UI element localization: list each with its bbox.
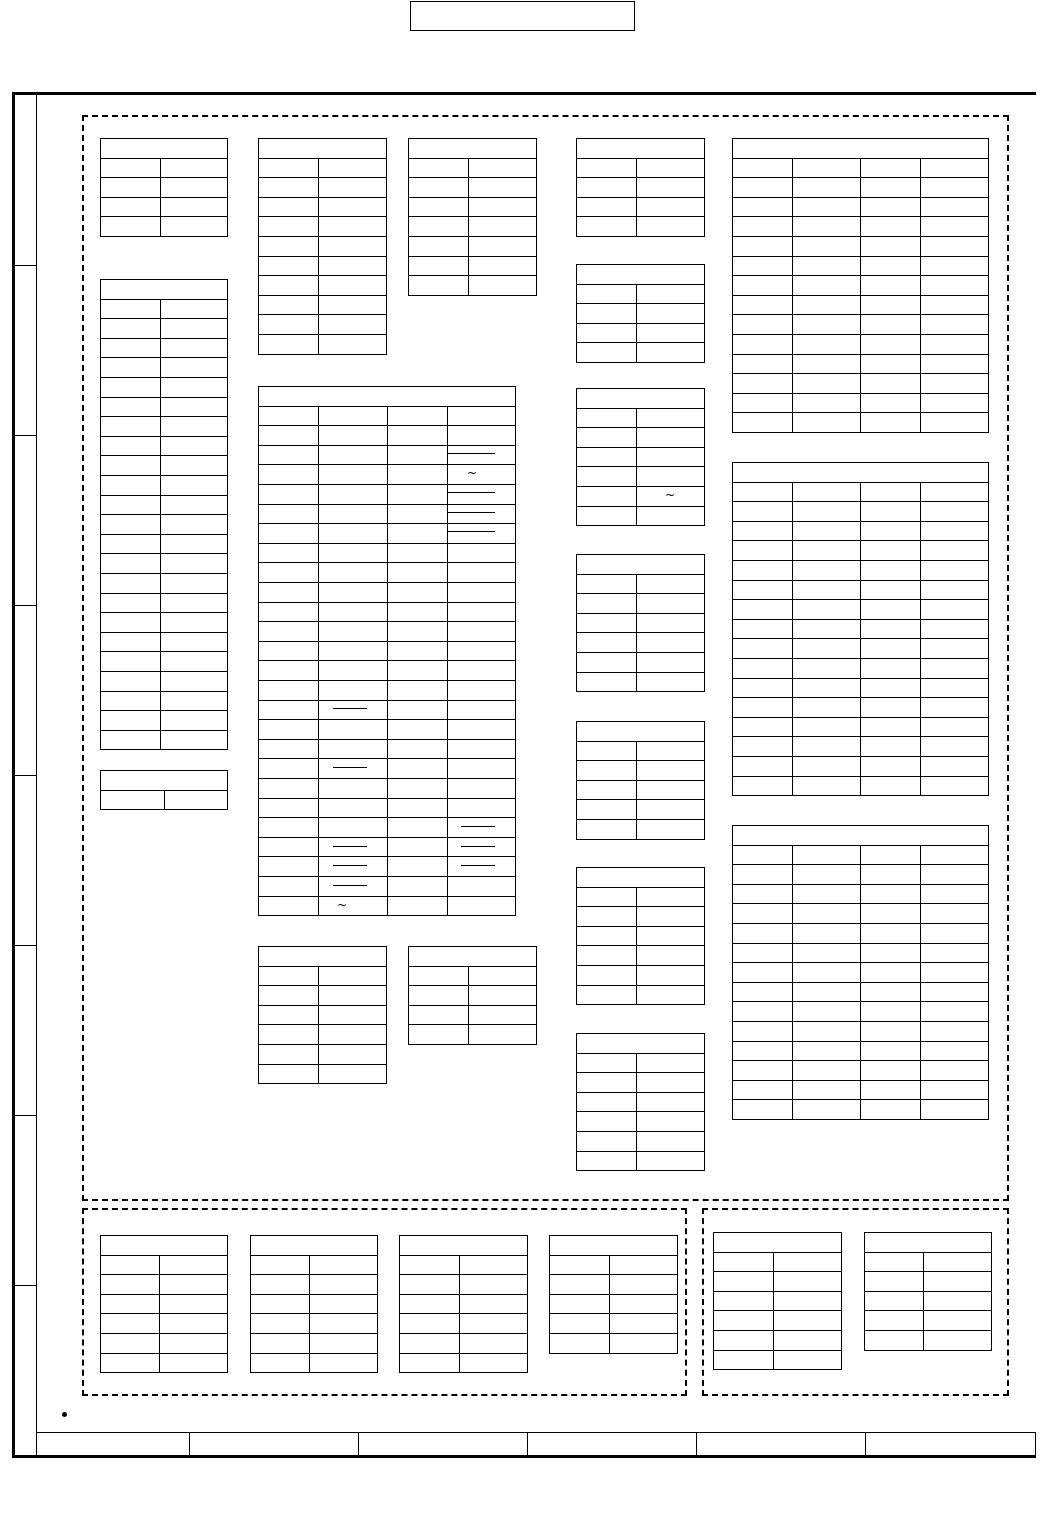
table-row <box>100 1353 228 1374</box>
form-table <box>250 1235 378 1373</box>
form-table <box>576 721 705 840</box>
table-row <box>100 318 228 339</box>
table-row <box>100 197 228 218</box>
table-row <box>258 985 387 1006</box>
form-table <box>732 462 989 796</box>
table-row <box>864 1252 992 1273</box>
table-row <box>100 475 228 496</box>
table-row <box>549 1333 678 1354</box>
overline-mark <box>333 708 367 709</box>
column-divider <box>447 406 448 917</box>
table-row <box>258 177 387 198</box>
table-row <box>258 1064 387 1085</box>
table-row <box>100 612 228 633</box>
column-divider <box>468 966 469 1045</box>
table-row <box>576 1151 705 1172</box>
column-divider <box>609 1255 610 1354</box>
table-row <box>100 1274 228 1295</box>
form-table <box>549 1235 678 1354</box>
table-header <box>576 554 705 575</box>
form-table <box>399 1235 528 1373</box>
overline-mark <box>447 512 495 513</box>
table-row <box>576 906 705 927</box>
table-row <box>408 1005 537 1026</box>
table-row <box>100 691 228 712</box>
form-table <box>408 946 537 1045</box>
column-divider <box>636 408 637 527</box>
margin-divider <box>15 1285 37 1286</box>
table-row <box>399 1255 528 1276</box>
table-header <box>713 1232 842 1253</box>
table-row <box>408 158 537 179</box>
table-body <box>100 158 228 237</box>
table-row <box>408 966 537 987</box>
table-row <box>100 216 228 237</box>
table-row <box>250 1255 378 1276</box>
table-header <box>258 946 387 967</box>
overline-mark <box>333 885 367 886</box>
table-body <box>732 158 989 433</box>
table-row <box>576 1072 705 1093</box>
table-row <box>258 216 387 237</box>
table-row <box>258 1005 387 1026</box>
table-row <box>576 408 705 429</box>
table-header <box>258 386 516 407</box>
column-divider <box>159 1255 160 1374</box>
table-row <box>576 284 705 305</box>
table-row <box>100 553 228 574</box>
table-row <box>576 427 705 448</box>
form-table <box>100 138 228 237</box>
form-table <box>100 770 228 810</box>
table-row <box>408 985 537 1006</box>
bullet-icon <box>62 1412 67 1417</box>
table-row <box>100 397 228 418</box>
table-row <box>250 1274 378 1295</box>
table-row <box>576 466 705 487</box>
table-row <box>576 447 705 468</box>
tilde-icon: ~ <box>337 898 348 912</box>
table-row <box>100 338 228 359</box>
overline-mark <box>333 865 367 866</box>
table-row <box>258 158 387 179</box>
column-divider <box>160 299 161 751</box>
overline-mark <box>447 531 495 532</box>
table-row <box>100 593 228 614</box>
table-row <box>100 377 228 398</box>
overline-mark <box>461 865 495 866</box>
table-header <box>576 264 705 285</box>
table-header <box>258 138 387 159</box>
table-header <box>576 138 705 159</box>
table-row <box>258 295 387 316</box>
table-row <box>576 652 705 673</box>
tilde-icon: ~ <box>467 466 478 480</box>
table-row <box>408 236 537 257</box>
column-divider <box>773 1252 774 1371</box>
table-row <box>100 436 228 457</box>
table-row <box>100 357 228 378</box>
table-row <box>713 1330 842 1351</box>
table-header <box>408 946 537 967</box>
table-row <box>549 1274 678 1295</box>
footer-cell <box>865 1432 1036 1455</box>
margin-divider <box>15 945 37 946</box>
tilde-icon: ~ <box>665 488 676 502</box>
table-row <box>100 632 228 653</box>
table-row <box>713 1350 842 1371</box>
table-body <box>258 406 516 917</box>
column-divider <box>920 158 921 433</box>
footer-cell <box>37 1432 190 1455</box>
form-table <box>408 138 537 296</box>
column-divider <box>309 1255 310 1374</box>
table-row <box>100 710 228 731</box>
overline-mark <box>333 767 367 768</box>
table-row <box>408 197 537 218</box>
table-row <box>576 819 705 840</box>
margin-divider <box>15 1115 37 1116</box>
table-body <box>549 1255 678 1354</box>
table-header <box>250 1235 378 1256</box>
form-table <box>713 1232 842 1370</box>
table-body <box>576 408 705 527</box>
table-row <box>399 1333 528 1354</box>
table-row <box>399 1353 528 1374</box>
table-row <box>408 275 537 296</box>
table-row <box>576 985 705 1006</box>
table-row <box>576 1131 705 1152</box>
table-row <box>549 1294 678 1315</box>
table-row <box>258 275 387 296</box>
footer-cell <box>358 1432 528 1455</box>
form-table <box>258 138 387 355</box>
table-row <box>399 1313 528 1334</box>
column-divider <box>792 158 793 433</box>
column-divider <box>860 158 861 433</box>
table-body <box>399 1255 528 1374</box>
table-header <box>100 1235 228 1256</box>
table-row <box>250 1294 378 1315</box>
table-row <box>258 256 387 277</box>
table-body <box>732 845 989 1120</box>
table-row <box>258 236 387 257</box>
column-divider <box>318 158 319 355</box>
form-table <box>576 388 705 526</box>
column-divider <box>860 482 861 797</box>
table-row <box>576 887 705 908</box>
overline-mark <box>447 453 495 454</box>
table-row <box>250 1333 378 1354</box>
column-divider <box>636 1053 637 1172</box>
table-header <box>576 388 705 409</box>
table-row <box>408 256 537 277</box>
overline-mark <box>333 846 367 847</box>
form-table <box>576 1033 705 1171</box>
table-row <box>100 177 228 198</box>
table-row <box>549 1313 678 1334</box>
table-row <box>576 1053 705 1074</box>
table-row <box>408 1024 537 1045</box>
table-row <box>713 1271 842 1292</box>
table-row <box>576 1111 705 1132</box>
column-divider <box>636 284 637 363</box>
table-row <box>100 416 228 437</box>
table-header <box>576 867 705 888</box>
table-row <box>713 1291 842 1312</box>
column-divider <box>920 845 921 1120</box>
table-row <box>576 613 705 634</box>
table-body <box>576 158 705 237</box>
table-row <box>258 314 387 335</box>
column-divider <box>636 574 637 693</box>
table-row <box>100 1294 228 1315</box>
table-row <box>576 486 705 507</box>
table-header <box>732 825 989 846</box>
table-row <box>576 197 705 218</box>
table-row <box>864 1271 992 1292</box>
table-row <box>100 158 228 179</box>
column-divider <box>459 1255 460 1374</box>
form-table <box>258 386 516 916</box>
form-table <box>576 554 705 692</box>
table-header <box>576 1033 705 1054</box>
table-row <box>399 1294 528 1315</box>
column-divider <box>468 158 469 296</box>
table-body <box>258 966 387 1085</box>
table-body <box>576 887 705 1006</box>
table-row <box>100 455 228 476</box>
table-row <box>576 780 705 801</box>
table-row <box>576 965 705 986</box>
table-body <box>100 790 228 811</box>
form-table <box>732 825 989 1120</box>
table-header <box>100 770 228 791</box>
column-divider <box>792 845 793 1120</box>
table-row <box>576 760 705 781</box>
column-divider <box>792 482 793 797</box>
table-body <box>576 1053 705 1172</box>
form-table <box>100 1235 228 1373</box>
table-row <box>576 323 705 344</box>
form-table <box>100 279 228 750</box>
margin-divider <box>15 435 37 436</box>
table-row <box>576 342 705 363</box>
form-table <box>864 1232 992 1351</box>
table-row <box>576 303 705 324</box>
table-header <box>100 138 228 159</box>
table-row <box>576 926 705 947</box>
title-box <box>410 1 635 31</box>
table-body <box>732 482 989 797</box>
overline-mark <box>461 826 495 827</box>
table-row <box>408 216 537 237</box>
column-divider <box>636 741 637 840</box>
table-body <box>864 1252 992 1351</box>
footer-cell <box>696 1432 866 1455</box>
table-body <box>100 299 228 751</box>
table-header <box>399 1235 528 1256</box>
table-row <box>576 672 705 693</box>
footer-cell <box>189 1432 359 1455</box>
column-divider <box>164 790 165 811</box>
table-row <box>576 799 705 820</box>
form-table <box>732 138 989 433</box>
column-divider <box>160 158 161 237</box>
table-row <box>258 197 387 218</box>
table-row <box>258 1024 387 1045</box>
table-row <box>258 1044 387 1065</box>
table-body <box>576 574 705 693</box>
table-body <box>408 966 537 1045</box>
column-divider <box>636 887 637 1006</box>
margin-divider <box>15 605 37 606</box>
table-row <box>258 966 387 987</box>
table-row <box>100 671 228 692</box>
table-body <box>408 158 537 296</box>
table-row <box>576 177 705 198</box>
table-row <box>100 1313 228 1334</box>
table-row <box>576 506 705 527</box>
table-row <box>258 334 387 355</box>
table-header <box>576 721 705 742</box>
table-row <box>576 216 705 237</box>
table-row <box>100 1333 228 1354</box>
table-row <box>864 1291 992 1312</box>
table-body <box>100 1255 228 1374</box>
table-row <box>250 1353 378 1374</box>
table-row <box>576 1092 705 1113</box>
table-row <box>100 495 228 516</box>
table-row <box>576 632 705 653</box>
column-divider <box>920 482 921 797</box>
form-table <box>576 138 705 237</box>
table-row <box>576 593 705 614</box>
column-divider <box>318 966 319 1085</box>
table-row <box>100 573 228 594</box>
column-divider <box>860 845 861 1120</box>
table-row <box>399 1274 528 1295</box>
table-header <box>732 138 989 159</box>
table-body <box>250 1255 378 1374</box>
table-header <box>549 1235 678 1256</box>
table-body <box>576 284 705 363</box>
overline-mark <box>461 846 495 847</box>
table-row <box>864 1310 992 1331</box>
table-row <box>864 1330 992 1351</box>
form-table <box>576 867 705 1005</box>
table-header <box>732 462 989 483</box>
table-row <box>576 574 705 595</box>
column-divider <box>923 1252 924 1351</box>
table-row <box>100 1255 228 1276</box>
overline-mark <box>447 492 495 493</box>
margin-divider <box>15 775 37 776</box>
table-row <box>408 177 537 198</box>
column-divider <box>318 406 319 917</box>
table-body <box>576 741 705 840</box>
table-row <box>100 534 228 555</box>
table-row <box>576 158 705 179</box>
table-row <box>100 299 228 320</box>
column-divider <box>387 406 388 917</box>
table-header <box>864 1232 992 1253</box>
table-body <box>713 1252 842 1371</box>
table-row <box>549 1255 678 1276</box>
table-row <box>713 1252 842 1273</box>
table-row <box>100 514 228 535</box>
table-row <box>100 730 228 751</box>
table-header <box>408 138 537 159</box>
table-row <box>250 1313 378 1334</box>
table-row <box>713 1310 842 1331</box>
form-table <box>576 264 705 363</box>
column-divider <box>636 158 637 237</box>
table-header <box>100 279 228 300</box>
footer-cell <box>527 1432 697 1455</box>
form-table <box>258 946 387 1084</box>
table-row <box>576 741 705 762</box>
table-body <box>258 158 387 355</box>
table-row <box>576 945 705 966</box>
margin-divider <box>15 265 37 266</box>
table-row <box>100 651 228 672</box>
